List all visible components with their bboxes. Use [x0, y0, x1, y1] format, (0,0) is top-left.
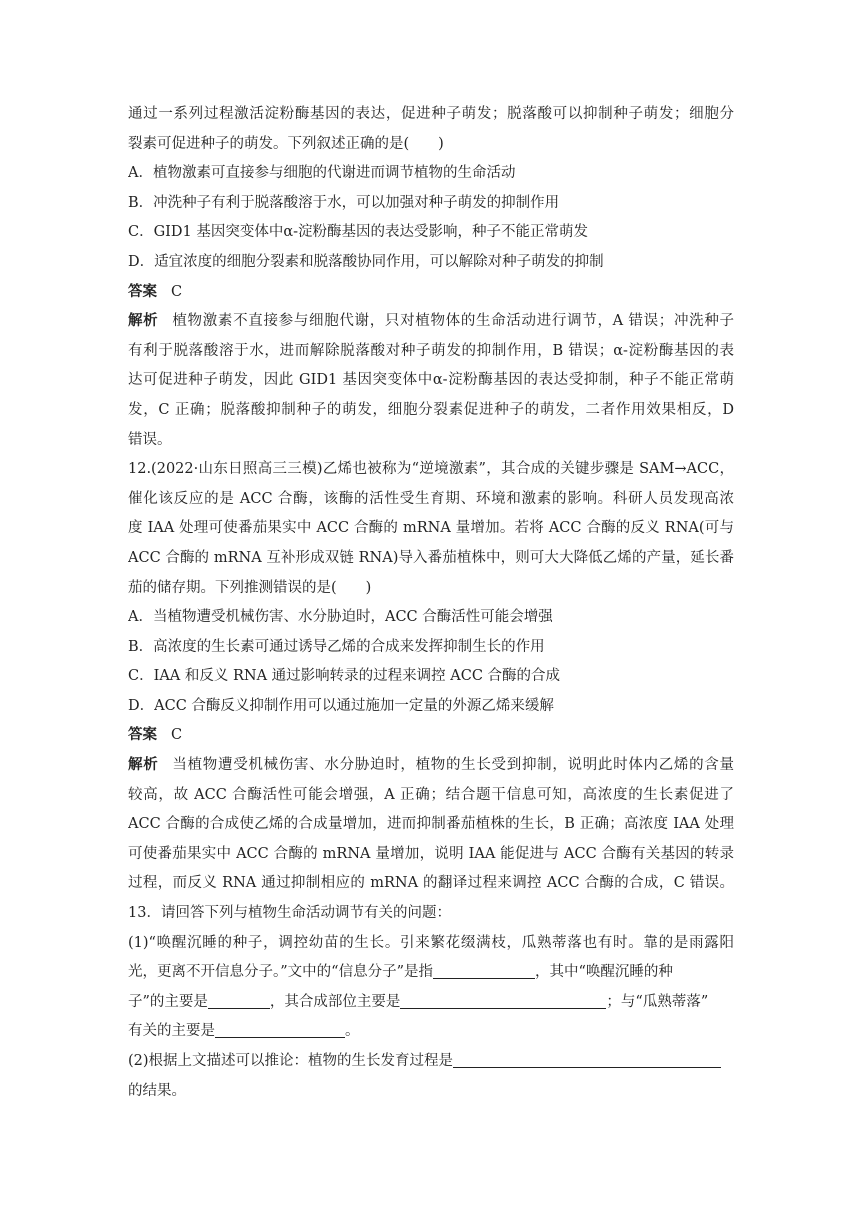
- answer-value: C: [171, 283, 183, 300]
- q12-stem-line: 茄的储存期。下列推测错误的是( ): [128, 579, 372, 596]
- q12-option-a: A．当植物遭受机械伤害、水分胁迫时，ACC 合酶活性可能会增强: [128, 609, 553, 626]
- answer-blank-2[interactable]: [208, 992, 270, 1009]
- q12-analysis-line: 过程，而反义 RNA 通过抑制相应的 mRNA 的翻译过程来调控 ACC 合酶的合成，C 错误。: [128, 875, 734, 892]
- q12-stem-line: ACC 合酶的 mRNA 互补形成双链 RNA)导入番茄植株中，则可大大降低乙烯的产量，延长番: [128, 549, 734, 566]
- q11-analysis-line: 有利于脱落酸溶于水，进而解除脱落酸对种子萌发的抑制作用，B 错误；α-淀粉酶基因的表: [128, 342, 734, 359]
- question-text: 有关的主要是: [128, 1023, 215, 1040]
- analysis-text: 植物激素不直接参与细胞代谢，只对植物体的生命活动进行调节，A 错误；冲洗种子: [172, 313, 734, 330]
- q11-option-a: A．植物激素可直接参与细胞的代谢进而调节植物的生命活动: [128, 165, 516, 182]
- analysis-text: 当植物遭受机械伤害、水分胁迫时，植物的生长受到抑制，说明此时体内乙烯的含量: [172, 757, 734, 774]
- q11-analysis-line: 达可促进种子萌发，因此 GID1 基因突变体中α-淀粉酶基因的表达受抑制，种子不能正常萌: [128, 372, 734, 389]
- q12-analysis-line: 可使番茄果实中 ACC 合酶的 mRNA 量增加，说明 IAA 能促进与 ACC 合酶有关基因的转录: [128, 845, 734, 862]
- q12-block: [128, 455, 734, 899]
- question-text: 光，更离不开信息分子。”文中的“信息分子”是指: [128, 964, 433, 981]
- question-text: ；与“瓜熟蒂落”: [606, 993, 709, 1010]
- q11-analysis-line: [128, 307, 734, 337]
- q12-stem-line: 度 IAA 处理可使番茄果实中 ACC 合酶的 mRNA 量增加。若将 ACC 合酶的反义 RNA(可与: [128, 520, 734, 537]
- q11-stem-line: 裂素可促进种子的萌发。下列叙述正确的是( ): [128, 135, 444, 152]
- question-text: ，其中“唤醒沉睡的种: [535, 964, 673, 981]
- answer-label: 答案: [128, 283, 157, 300]
- q11-analysis-line: 错误。: [128, 431, 172, 448]
- q11-analysis-line: 发，C 正确；脱落酸抑制种子的萌发，细胞分裂素促进种子的萌发，二者作用效果相反，D: [128, 401, 734, 418]
- q12-option-b: B．高浓度的生长素可通过诱导乙烯的合成来发挥抑制生长的作用: [128, 638, 545, 655]
- question-text: (2)根据上文描述可以推论：植物的生长发育过程是: [128, 1053, 454, 1069]
- analysis-label: 解析: [128, 757, 159, 774]
- q11-option-b: B．冲洗种子有利于脱落酸溶于水，可以加强对种子萌发的抑制作用: [128, 194, 560, 211]
- answer-blank-3[interactable]: [400, 992, 606, 1009]
- q13-stem: 13．请回答下列与植物生命活动调节有关的问题：: [128, 905, 451, 922]
- q12-answer: [128, 721, 734, 751]
- q13-part1-line: [128, 958, 734, 988]
- answer-blank-5[interactable]: [453, 1051, 721, 1068]
- answer-value: C: [171, 727, 183, 744]
- q13-part2-line: 的结果。: [128, 1082, 186, 1099]
- answer-blank-4[interactable]: [215, 1021, 345, 1038]
- q12-analysis-line: ACC 合酶的合成使乙烯的合成量增加，进而抑制番茄植株的生长，B 正确；高浓度 IAA 处理: [128, 816, 734, 833]
- q11-stem-line: 通过一系列过程激活淀粉酶基因的表达，促进种子萌发；脱落酸可以抑制种子萌发；细胞分: [128, 106, 734, 122]
- q11-option-d: D．适宜浓度的细胞分裂素和脱落酸协同作用，可以解除对种子萌发的抑制: [128, 253, 604, 270]
- q12-stem-line: 催化该反应的是 ACC 合酶，该酶的活性受生育期、环境和激素的影响。科研人员发现高浓: [128, 490, 734, 507]
- q12-analysis-line: 较高，故 ACC 合酶活性可能会增强，A 正确；结合题干信息可知，高浓度的生长素促进了: [128, 786, 734, 803]
- q13-part2-line: [128, 1047, 734, 1077]
- q12-stem-line: 12.(2022·山东日照高三三模)乙烯也被称为“逆境激素”，其合成的关键步骤是 SAM→ACC，: [128, 461, 734, 478]
- q13-part1-line: [128, 1017, 734, 1047]
- q12-option-d: D．ACC 合酶反义抑制作用可以通过施加一定量的外源乙烯来缓解: [128, 697, 554, 714]
- q12-option-c: C．IAA 和反义 RNA 通过影响转录的过程来调控 ACC 合酶的合成: [128, 668, 561, 685]
- q11-option-c: C．GID1 基因突变体中α-淀粉酶基因的表达受影响，种子不能正常萌发: [128, 224, 589, 241]
- q11-answer: [128, 278, 734, 308]
- analysis-label: 解析: [128, 313, 159, 330]
- answer-label: 答案: [128, 727, 157, 744]
- q11-block: [128, 100, 734, 455]
- answer-blank-1[interactable]: [433, 962, 535, 979]
- q13-part1-line: (1)“唤醒沉睡的种子，调控幼苗的生长。引来繁花缀满枝，瓜熟蒂落也有时。靠的是雨露阳: [128, 934, 734, 951]
- q13-part1-line: [128, 988, 734, 1018]
- question-text: ，其合成部位主要是: [269, 993, 401, 1010]
- q13-block: [128, 899, 734, 1106]
- question-text: 子”的主要是: [128, 993, 208, 1010]
- document-page: [128, 100, 734, 1106]
- question-text: 。: [345, 1023, 360, 1040]
- q12-analysis-line: [128, 751, 734, 781]
